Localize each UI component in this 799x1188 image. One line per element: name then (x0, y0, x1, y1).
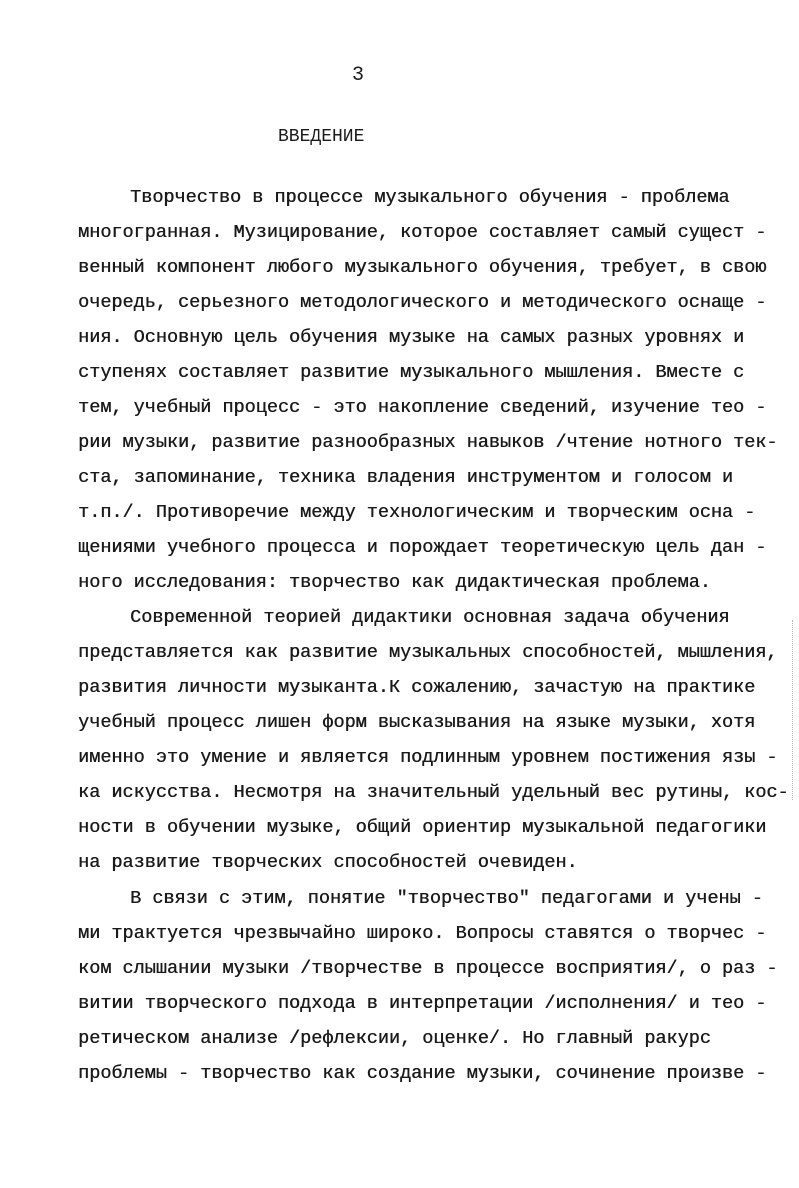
text-line: витии творческого подхода в интерпретации /исполнения/ и тео - (78, 993, 767, 1014)
text-line: именно это умение и является подлинным уровнем постижения язы - (78, 747, 778, 768)
text-line: проблемы - творчество как создание музыки, сочинение произве - (78, 1063, 767, 1084)
page-number: 3 (352, 64, 365, 87)
text-line: представляется как развитие музыкальных способностей, мышления, (78, 642, 778, 663)
text-line: ка искусства. Несмотря на значительный удельный вес рутины, кос- (78, 782, 789, 803)
text-line: Творчество в процессе музыкального обучения - проблема (130, 187, 730, 208)
text-line: ного исследования: творчество как дидактическая проблема. (78, 572, 711, 593)
text-line: рии музыки, развитие разнообразных навыков /чтение нотного тек- (78, 432, 778, 453)
text-line: тем, учебный процесс - это накопление сведений, изучение тео - (78, 397, 767, 418)
text-line: ми трактуется чрезвычайно широко. Вопросы ставятся о творчес - (78, 923, 767, 944)
text-line: щениями учебного процесса и порождает теоретическую цель дан - (78, 537, 767, 558)
text-line: очередь, серьезного методологического и методического оснаще - (78, 292, 767, 313)
text-line: ступенях составляет развитие музыкального мышления. Вместе с (78, 362, 745, 383)
text-line: т.п./. Противоречие между технологическим и творческим осна - (78, 502, 756, 523)
text-line: многогранная. Музицирование, которое составляет самый сущест - (78, 222, 767, 243)
text-line: ности в обучении музыке, общий ориентир музыкальной педагогики (78, 817, 767, 838)
text-line: ретическом анализе /рефлексии, оценке/. Но главный ракурс (78, 1028, 711, 1049)
text-line: на развитие творческих способностей очевиден. (78, 852, 578, 873)
text-line: В связи с этим, понятие "творчество" педагогами и учены - (130, 888, 763, 909)
text-line: Современной теорией дидактики основная задача обучения (130, 607, 730, 628)
scan-edge-artifact (790, 620, 793, 800)
text-line: ния. Основную цель обучения музыке на самых разных уровнях и (78, 327, 745, 348)
text-line: развития личности музыканта.К сожалению, зачастую на практике (78, 677, 756, 698)
section-heading: ВВЕДЕНИЕ (278, 127, 365, 147)
text-line: венный компонент любого музыкального обучения, требует, в свою (78, 257, 767, 278)
text-line: учебный процесс лишен форм высказывания на языке музыки, хотя (78, 712, 756, 733)
text-line: ста, запоминание, техника владения инструментом и голосом и (78, 467, 734, 488)
text-line: ком слышании музыки /творчестве в процессе восприятия/, о раз - (78, 958, 778, 979)
